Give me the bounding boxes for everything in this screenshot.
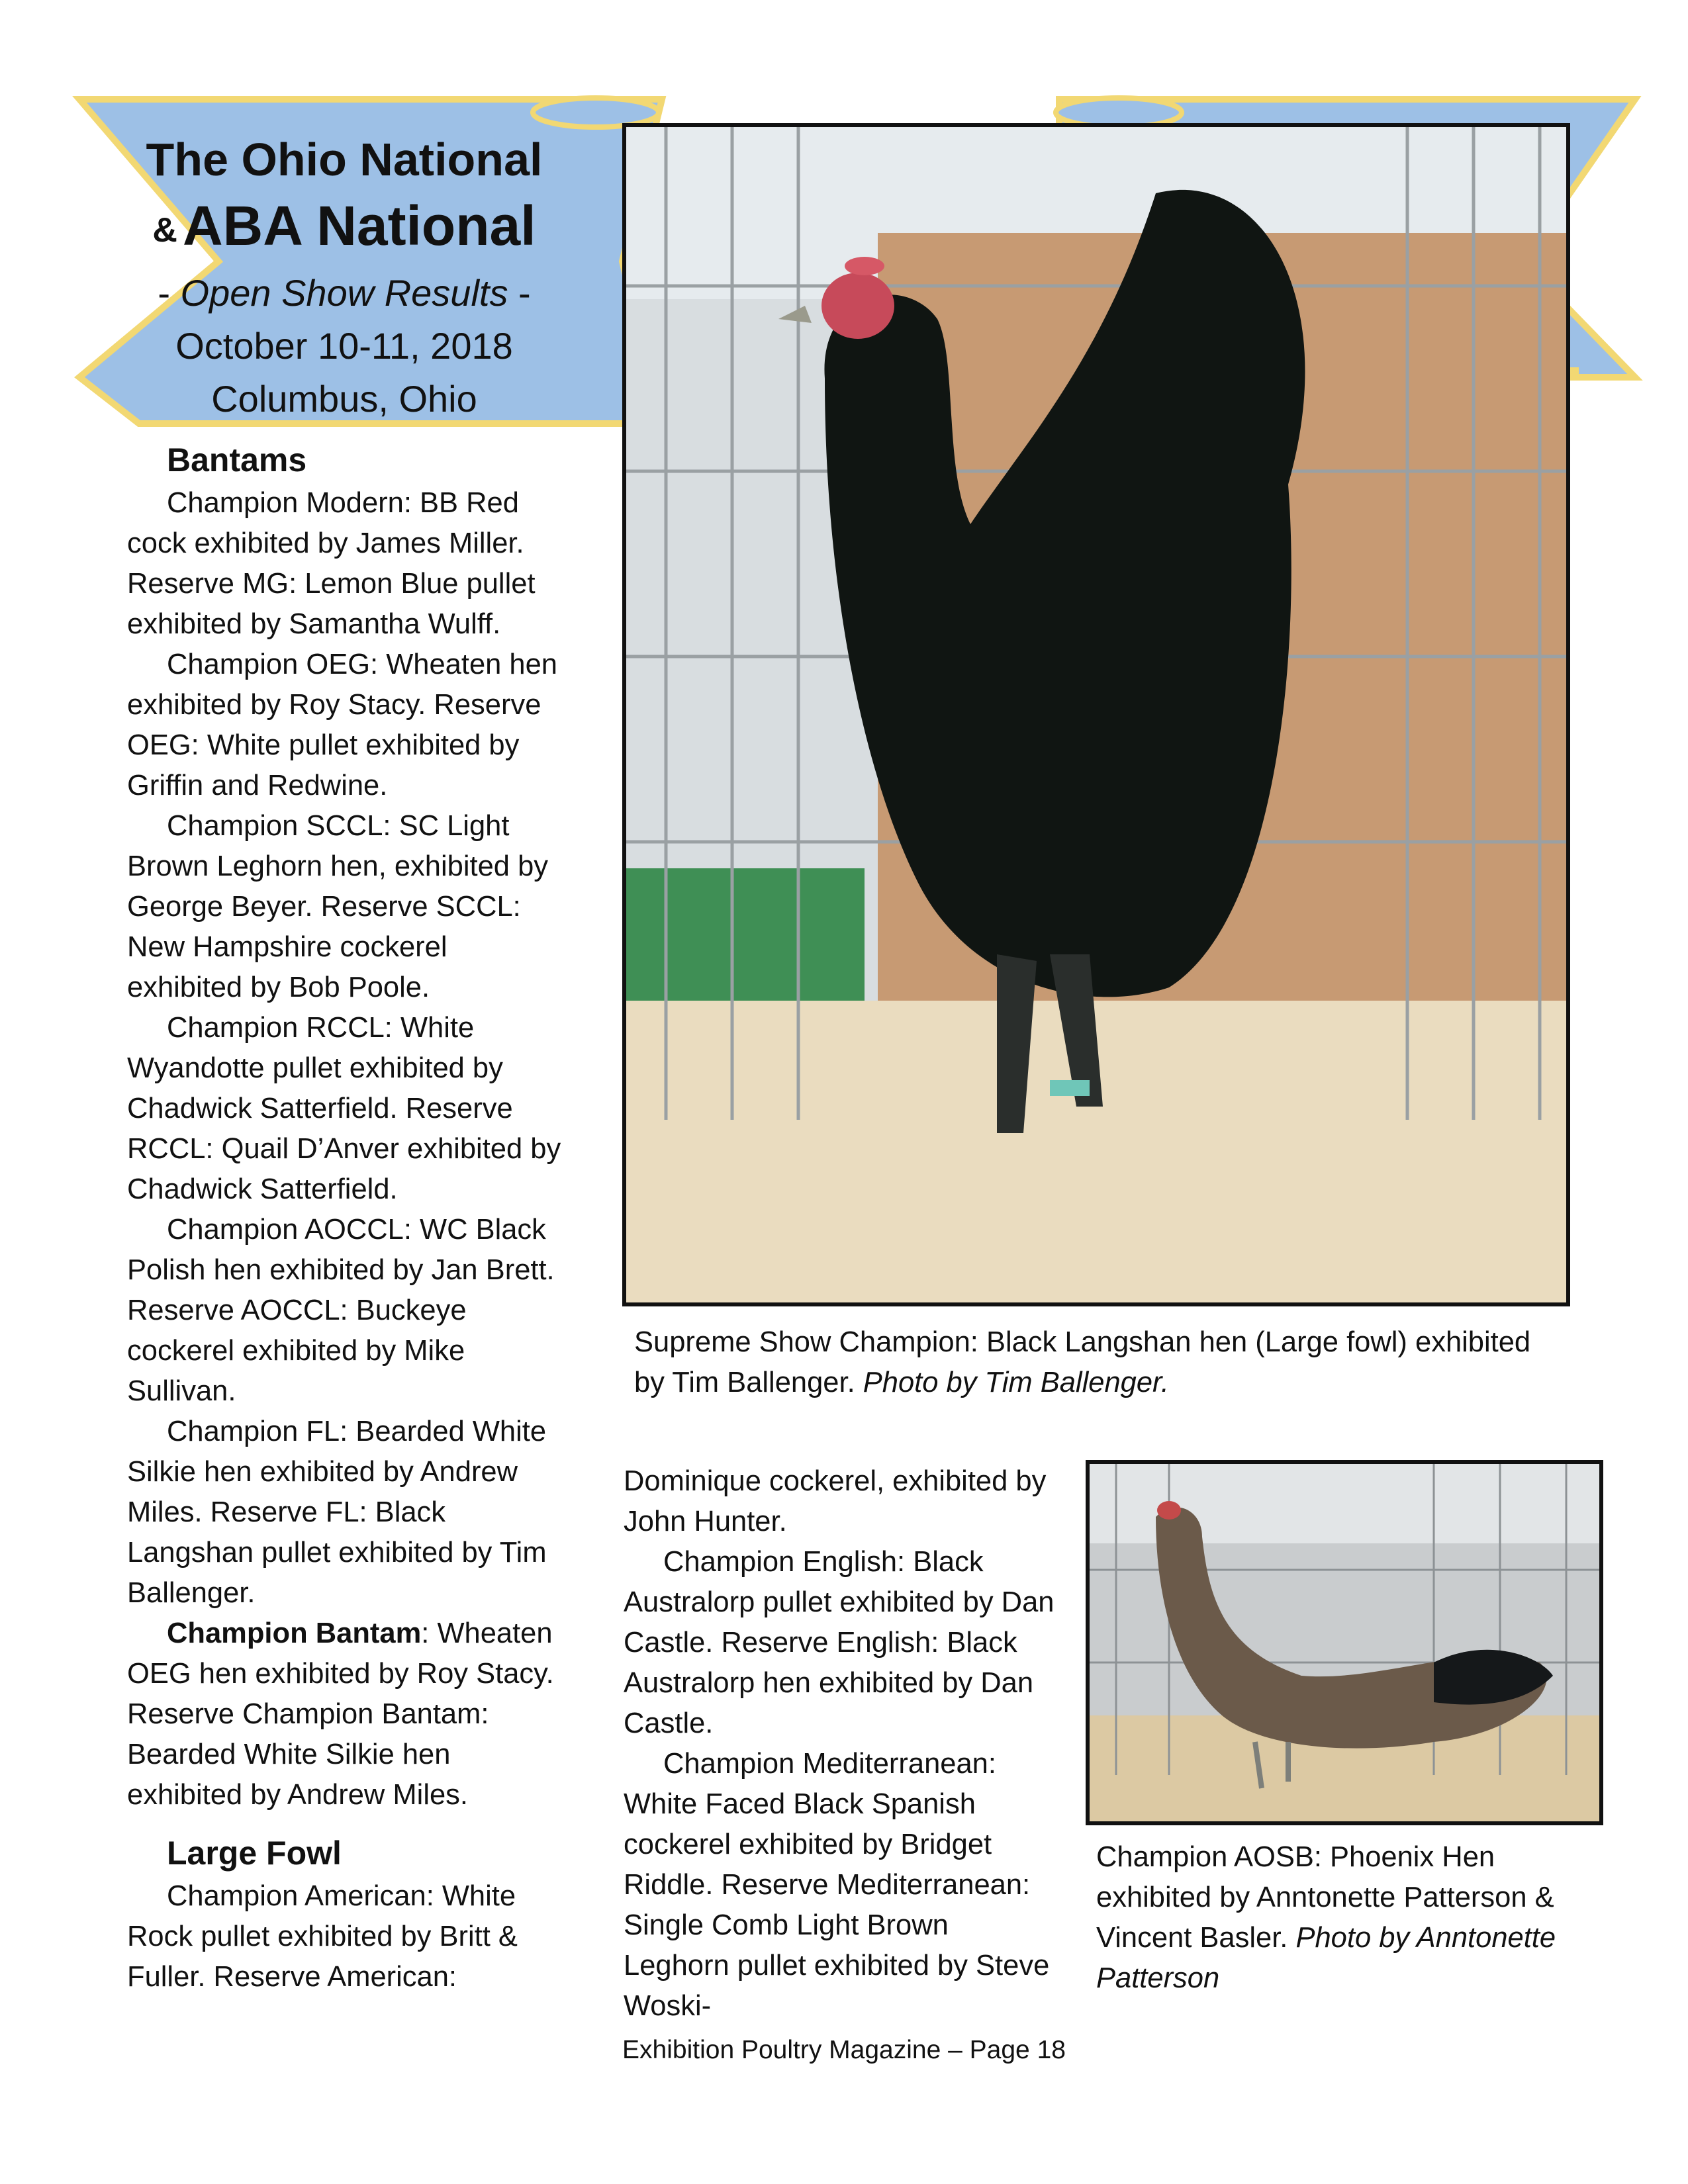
masthead-place: Columbus, Ohio	[211, 377, 477, 420]
langshan-photo	[622, 123, 1570, 1306]
champion-bantam-label: Champion Bantam	[167, 1617, 422, 1649]
bantams-heading: Bantams	[167, 441, 307, 478]
champion-bantam-text: : Wheaten OEG hen exhibited by Roy Stacy. Reserve Champion Bantam: Bearded White Silkie hen exhibited by Andrew Miles.	[127, 1617, 554, 1811]
phoenix-photo-caption	[1096, 1837, 1573, 1999]
results-suffix: -	[508, 271, 531, 314]
bantams-aoccl: Champion AOCCL: WC Black Polish hen exhibited by Jan Brett. Reserve AOCCL: Buckeye cockerel exhibited by Mike Sullivan.	[127, 1214, 555, 1407]
large-fowl-american: Champion American: White Rock pullet exhibited by Britt & Fuller. Reserve American:	[127, 1880, 518, 1993]
bantams-fl: Champion FL: Bearded White Silkie hen exhibited by Andrew Miles. Reserve FL: Black Langshan pullet exhibited by Tim Ballenger.	[127, 1416, 547, 1609]
masthead-ampersand: &	[152, 210, 177, 250]
phoenix-hen-image	[1090, 1464, 1599, 1821]
large-fowl-english: Champion English: Black Australorp pullet exhibited by Dan Castle. Reserve English: Black Australorp hen exhibited by Dan Castle.	[624, 1546, 1055, 1739]
masthead-title: The Ohio National	[146, 134, 543, 185]
main-photo-caption	[634, 1322, 1561, 1403]
main-caption-credit: Photo by Tim Ballenger.	[863, 1367, 1169, 1398]
masthead-subtitle	[93, 189, 596, 267]
langshan-hen-image	[626, 127, 1566, 1302]
masthead-aba: ABA National	[182, 195, 536, 257]
page-footer: Exhibition Poultry Magazine – Page 18	[622, 2036, 1066, 2064]
bantams-rccl: Champion RCCL: White Wyandotte pullet exhibited by Chadwick Satterfield. Reserve RCCL: Quail D’Anver exhibited by Chadwick Satterfield.	[127, 1012, 561, 1205]
bantams-oeg: Champion OEG: Wheaten hen exhibited by Roy Stacy. Reserve OEG: White pullet exhibited by Griffin and Redwine.	[127, 649, 557, 801]
phoenix-caption-text: Champion AOSB: Phoenix Hen exhibited by Anntonette Patterson & Vincent Basler.	[1096, 1841, 1554, 1954]
bantams-champion	[127, 1614, 564, 1815]
bantams-modern: Champion Modern: BB Red cock exhibited by James Miller. Reserve MG: Lemon Blue pullet exhibited by Samantha Wulff.	[127, 487, 536, 640]
left-column	[127, 437, 564, 1997]
large-fowl-mediterranean: Champion Mediterranean: White Faced Black Spanish cockerel exhibited by Bridget Riddle. Reserve Mediterranean: Single Comb Light Brown Leghorn pullet exhibited by Steve Woski-	[624, 1748, 1050, 2022]
results-prefix: -	[158, 271, 181, 314]
large-fowl-dominique: Dominique cockerel, exhibited by John Hunter.	[624, 1465, 1047, 1537]
masthead-results	[93, 267, 596, 320]
masthead	[93, 130, 596, 426]
masthead-dates: October 10-11, 2018	[175, 324, 513, 367]
middle-column	[624, 1461, 1060, 2026]
phoenix-caption-credit: Photo by Anntonette Patterson	[1096, 1922, 1556, 1994]
large-fowl-heading: Large Fowl	[167, 1835, 342, 1872]
phoenix-photo	[1086, 1460, 1603, 1825]
results-label: Open Show Results	[180, 271, 508, 314]
bantams-sccl: Champion SCCL: SC Light Brown Leghorn hen, exhibited by George Beyer. Reserve SCCL: New Hampshire cockerel exhibited by Bob Poole.	[127, 810, 549, 1003]
main-caption-text: Supreme Show Champion: Black Langshan hen (Large fowl) exhibited by Tim Ballenger.	[634, 1326, 1531, 1398]
